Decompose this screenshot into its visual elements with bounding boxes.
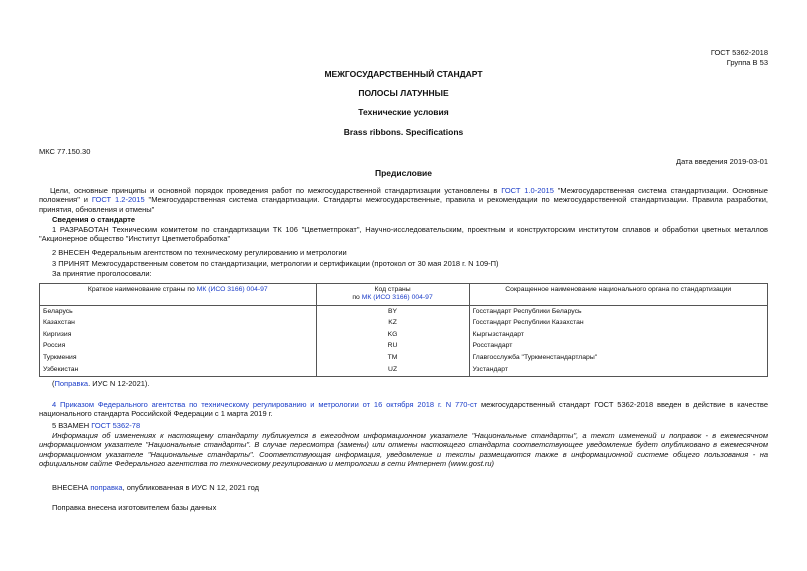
footer-note: Поправка внесена изготовителем базы данных — [52, 503, 217, 512]
country-cell: Киргизия — [40, 329, 317, 341]
standard-type-title: МЕЖГОСУДАРСТВЕННЫЙ СТАНДАРТ — [324, 69, 483, 79]
table-header-row — [40, 284, 768, 306]
vnesena-text-b: , опубликованная в ИУС N 12, 2021 год — [122, 483, 260, 492]
preface-text-a: Цели, основные принципы и основной порядок проведения работ по межгосударственной стандартизации установлены в — [50, 186, 502, 195]
country-cell: Узбекистан — [40, 364, 317, 376]
header-country-text: Краткое наименование страны по — [87, 286, 197, 293]
table-row — [40, 352, 768, 364]
table-row — [40, 364, 768, 376]
countries-table — [39, 283, 768, 377]
header-code — [316, 284, 469, 306]
voted-label: За принятие проголосовали: — [52, 269, 152, 278]
gost-1-0-link[interactable]: ГОСТ 1.0-2015 — [501, 186, 554, 195]
preface-text-b: "Межгосударственная система стандартизации. Основные положения" и — [39, 186, 768, 205]
amendment-link[interactable]: Поправка — [54, 379, 89, 388]
amendment-note — [52, 379, 150, 388]
mk-iso-link-1[interactable]: МК (ИСО 3166) 004-97 — [196, 286, 268, 293]
item-4-rest: межгосударственный стандарт ГОСТ 5362-2018 введен в действие в качестве национального стандарта Российской Федерации с 1 марта 2019 г. — [39, 400, 768, 419]
mks-code: МКС 77.150.30 — [39, 147, 91, 156]
code-cell: BY — [316, 305, 469, 317]
english-title: Brass ribbons. Specifications — [343, 127, 464, 137]
conditions-title: Технические условия — [358, 107, 449, 117]
body-cell: Госстандарт Республики Беларусь — [469, 305, 768, 317]
country-cell: Россия — [40, 341, 317, 353]
amendment-rest: . ИУС N 12-2021). — [88, 379, 150, 388]
info-title: Сведения о стандарте — [52, 215, 136, 224]
preface-title: Предисловие — [374, 168, 433, 178]
item-1: 1 РАЗРАБОТАН Техническим комитетом по стандартизации ТК 106 "Цветметпрокат", Научно-исследовательским, проектным и конструкторским институтом сплавов и обработки цветных металлов "Акционерное общество "Институт Цветметобработка" — [39, 225, 768, 244]
code-cell: RU — [316, 341, 469, 353]
item-2: 2 ВНЕСЕН Федеральным агентством по техническому регулированию и метрологии — [52, 248, 347, 257]
intro-date: Дата введения 2019-03-01 — [676, 157, 768, 166]
country-cell: Туркмения — [40, 352, 317, 364]
code-cell: UZ — [316, 364, 469, 376]
country-cell: Казахстан — [40, 318, 317, 330]
country-cell: Беларусь — [40, 305, 317, 317]
code-cell: KZ — [316, 318, 469, 330]
body-cell: Росстандарт — [469, 341, 768, 353]
doc-id: ГОСТ 5362-2018 — [710, 48, 768, 57]
group-code: Группа В 53 — [726, 58, 768, 67]
table-row — [40, 318, 768, 330]
correction-link[interactable]: поправка — [90, 483, 123, 492]
header-body-text: Сокращенное наименование национального органа по стандартизации — [505, 286, 732, 293]
table-row — [40, 341, 768, 353]
table-row — [40, 329, 768, 341]
item-5-label: 5 ВЗАМЕН — [52, 421, 92, 430]
vnesena-note — [52, 483, 259, 492]
header-body — [469, 284, 768, 306]
preface-text-c: "Межгосударственная система стандартизации. Стандарты межгосударственные, правила и рекомендации по межгосударственной стандартизации. Правила разработки, принятия, обновления и отмены" — [39, 195, 768, 214]
header-code-text: Код страны — [374, 286, 411, 293]
item-3: 3 ПРИНЯТ Межгосударственным советом по стандартизации, метрологии и сертификации (протокол от 30 мая 2018 г. N 109-П) — [52, 259, 499, 268]
item-4 — [39, 400, 768, 419]
table-row — [40, 305, 768, 317]
standard-name-title: ПОЛОСЫ ЛАТУННЫЕ — [358, 88, 449, 98]
body-cell: Узстандарт — [469, 364, 768, 376]
order-link[interactable]: 4 Приказом Федерального агентства по техническому регулированию и метрологии от 16 октября 2018 г. N 770-ст — [52, 400, 478, 409]
gost-1-2-link[interactable]: ГОСТ 1.2-2015 — [91, 195, 145, 205]
header-country — [40, 284, 317, 306]
body-cell: Кыргызстандарт — [469, 329, 768, 341]
preface-paragraph — [39, 186, 768, 214]
mk-iso-link-2[interactable]: МК (ИСО 3166) 004-97 — [361, 294, 433, 302]
vnesena-text-a: ВНЕСЕНА — [52, 483, 91, 492]
code-cell: TM — [316, 352, 469, 364]
info-note: Информация об изменениях к настоящему стандарту публикуется в ежегодном информационном указателе "Национальные стандарты", а текст изменений и поправок - в ежемесячном информационном указателе "Национальные стандарты". В случае пересмотра (замены) или отмены настоящего стандарта соответствующее уведомление будет опубликовано в ежемесячном информационном указателе "Национальные стандарты". Соответствующая информация, уведомление и тексты размещаются также в информационной системе общего пользования - на официальном сайте Федерального агентства по техническому регулированию и метрологии в сети Интернет (www.gost.ru) — [39, 431, 768, 469]
body-cell: Госстандарт Республики Казахстан — [469, 318, 768, 330]
gost-5362-78-link[interactable]: ГОСТ 5362-78 — [91, 421, 141, 430]
code-cell: KG — [316, 329, 469, 341]
amendment-open: ( — [52, 379, 55, 388]
header-code-prefix: по — [352, 294, 362, 302]
body-cell: Главгосслужба "Туркменстандартлары" — [469, 352, 768, 364]
item-5 — [52, 421, 140, 430]
